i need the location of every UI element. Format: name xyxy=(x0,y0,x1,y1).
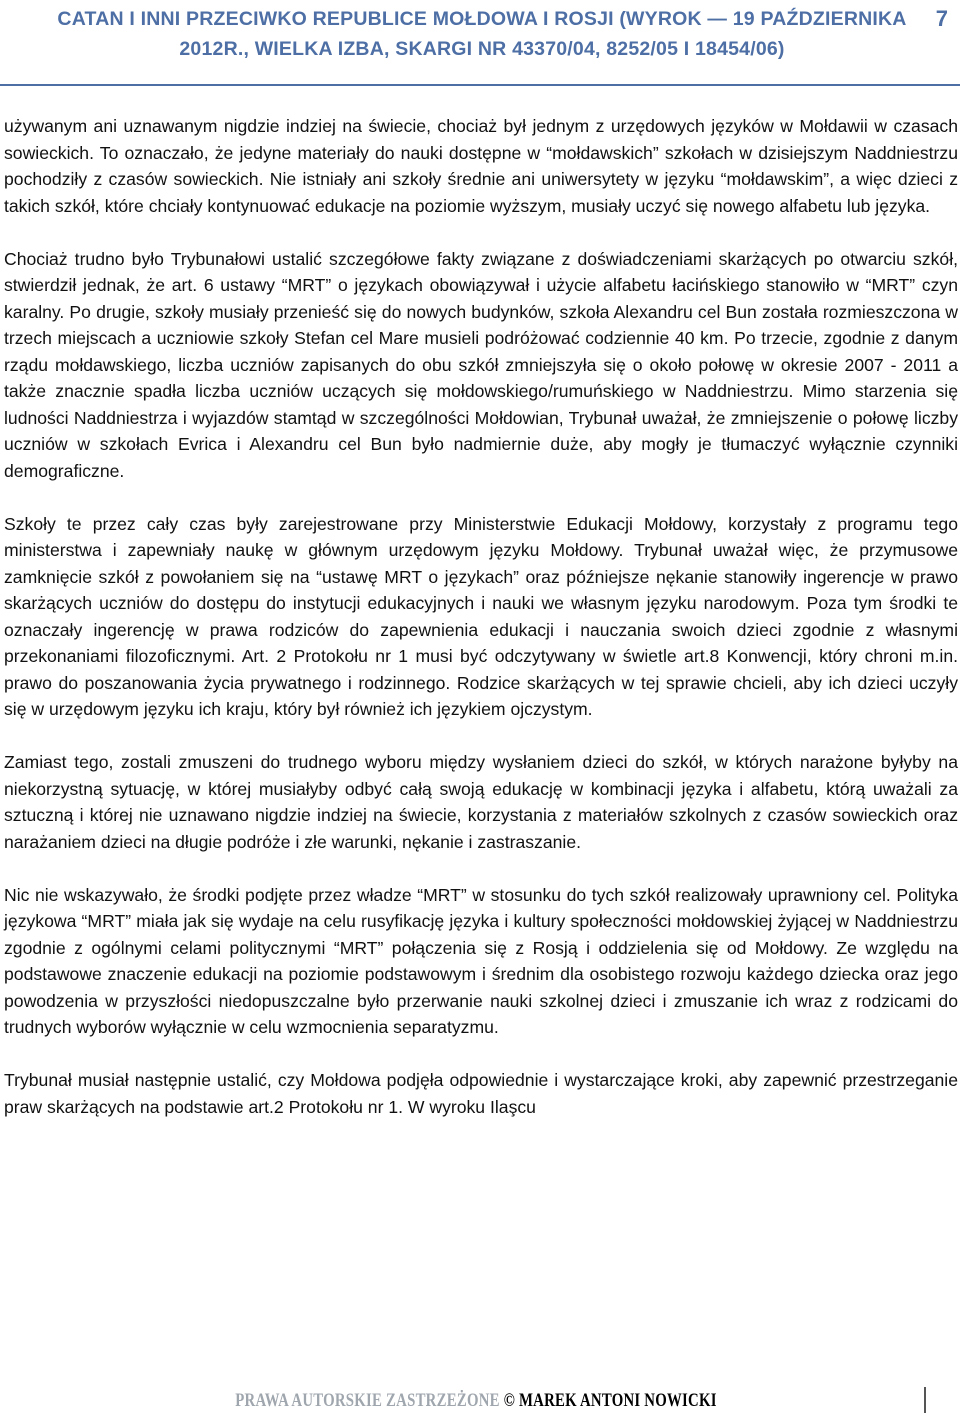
running-header-title: CATAN I INNI PRZECIWKO REPUBLICE MOŁDOWA I ROSJI (WYROK — 19 PAŹDZIERNIKA 2012R., WIELKA IZBA, SKARGI NR 43370/04, 8252/05 I 18454/06) xyxy=(57,8,907,60)
rights-reserved-text: PRAWA AUTORSKIE ZASTRZEŻONE xyxy=(235,1391,500,1411)
paragraph-4: Zamiast tego, zostali zmuszeni do trudnego wyboru między wysłaniem dzieci do szkół, w których narażone byłyby na niekorzystną sytuację, w której musiałyby odbyć całą swoją edukację w kombinacji języka i alfabetu, którą uważali za sztuczną i której nie uznawano nigdzie indziej na świecie, korzystania z materiałów szkolnych z czasów sowieckich oraz narażaniem dzieci na długie podróże i złe warunki, nękanie i zastraszanie. xyxy=(4,752,958,852)
page-header xyxy=(0,0,960,86)
paragraph-5: Nic nie wskazywało, że środki podjęte przez władze “MRT” w stosunku do tych szkół realizowały uprawniony cel. Polityka językowa “MRT” miała jak się wydaje na celu rusyfikację języka i kultury społeczności mołdowskiej żyjącej w Naddniestrzu zgodnie z ogólnymi celami politycznymi “MRT” połączenia się z Rosją i oddzielenia się od Mołdowy. Ze względu na podstawowe znaczenie edukacji na poziomie podstawowym i średnim dla osobistego rozwoju każdego dziecka oraz jego powodzenia w przyszłości niedopuszczalne było przerwanie nauki szkolnej dzieci i zmuszanie ich wraz z rodzicami do trudnych wyborów wyłącznie w celu wzmocnienia separatyzmu. xyxy=(4,884,958,1037)
header-divider xyxy=(0,84,960,86)
paragraph-3: Szkoły te przez cały czas były zarejestrowane przy Ministerstwie Edukacji Mołdowy, korzystały z programu tego ministerstwa i zapewniały naukę w głównym urzędowym języku Mołdowy. Trybunał uważał więc, że przymusowe zamknięcie szkół z powołaniem się na “ustawę MRT o językach” oraz późniejsze nękanie stanowiły ingerencje w prawo skarżących uczniów do dostępu do instytucji edukacyjnych i nauki we własnym języku narodowym. Poza tym środki te oznaczały ingerencję w prawa rodziców do zapewnienia edukacji i nauczania swoich dzieci zgodnie z własnymi przekonaniami filozoficznymi. Art. 2 Protokołu nr 1 musi być odczytywany w świetle art.8 Konwencji, który chroni m.in. prawo do poszanowania życia prywatnego i rodzinnego. Rodzice skarżących w tej sprawie chcieli, aby ich dzieci uczyły się w urzędowym języku ich kraju, który był również ich językiem ojczystym. xyxy=(4,513,958,719)
paragraph-1: używanym ani uznawanym nigdzie indziej na świecie, chociaż był jednym z urzędowych języków w Mołdawii w czasach sowieckich. To oznaczało, że jedyne materiały do nauki dostępne w “mołdawskich” szkołach w dzisiejszym Naddniestrzu pochodziły z czasów sowieckich. Nie istniały ani szkoły średnie ani uniwersytety w języku “mołdawskim”, a więc dzieci z takich szkół, które chciały kontynuować edukacje na poziomie wyższym, musiały uczyć się nowego alfabetu lub języka. xyxy=(4,116,958,216)
author-name: MAREK ANTONI NOWICKI xyxy=(518,1391,717,1411)
page-footer xyxy=(0,1385,960,1417)
copyright-notice xyxy=(0,1389,952,1413)
document-body xyxy=(4,113,958,1147)
copyright-icon: © xyxy=(503,1391,515,1411)
paragraph-6: Trybunał musiał następnie ustalić, czy Mołdowa podjęła odpowiednie i wystarczające kroki, aby zapewnić przestrzeganie praw skarżących na podstawie art.2 Protokołu nr 1. W wyroku Ilaşcu xyxy=(4,1070,958,1117)
footer-divider xyxy=(924,1387,926,1413)
paragraph-2: Chociaż trudno było Trybunałowi ustalić szczegółowe fakty związane z doświadczeniami skarżących po otwarciu szkół, stwierdził jednak, że art. 6 ustawy “MRT” o językach obowiązywał i użycie alfabetu łacińskiego stanowiło w “MRT” czyn karalny. Po drugie, szkoły musiały przenieść się do nowych budynków, szkoła Alexandru cel Bun została rozmieszczona w trzech miejscach a uczniowie szkoły Stefan cel Mare musieli podróżować codziennie 40 km. Po trzecie, zgodnie z danym rządu mołdawskiego, liczba uczniów zapisanych do obu szkół zmniejszyła się o około połowę w okresie 2007 - 2011 a także znacznie spadła liczba uczniów uczących się mołdowskiego/rumuńskiego w Naddniestrzu. Mimo starzenia się ludności Naddniestrza i wyjazdów stamtąd w szczególności Mołdowian, Trybunał uważał, że zmniejszenie o połowę liczby uczniów w szkołach Evrica i Alexandru cel Bun było nadmiernie duże, aby mogły je tłumaczyć wyłącznie czynniki demograficzne. xyxy=(4,248,958,481)
page-number: 7 xyxy=(935,6,948,31)
